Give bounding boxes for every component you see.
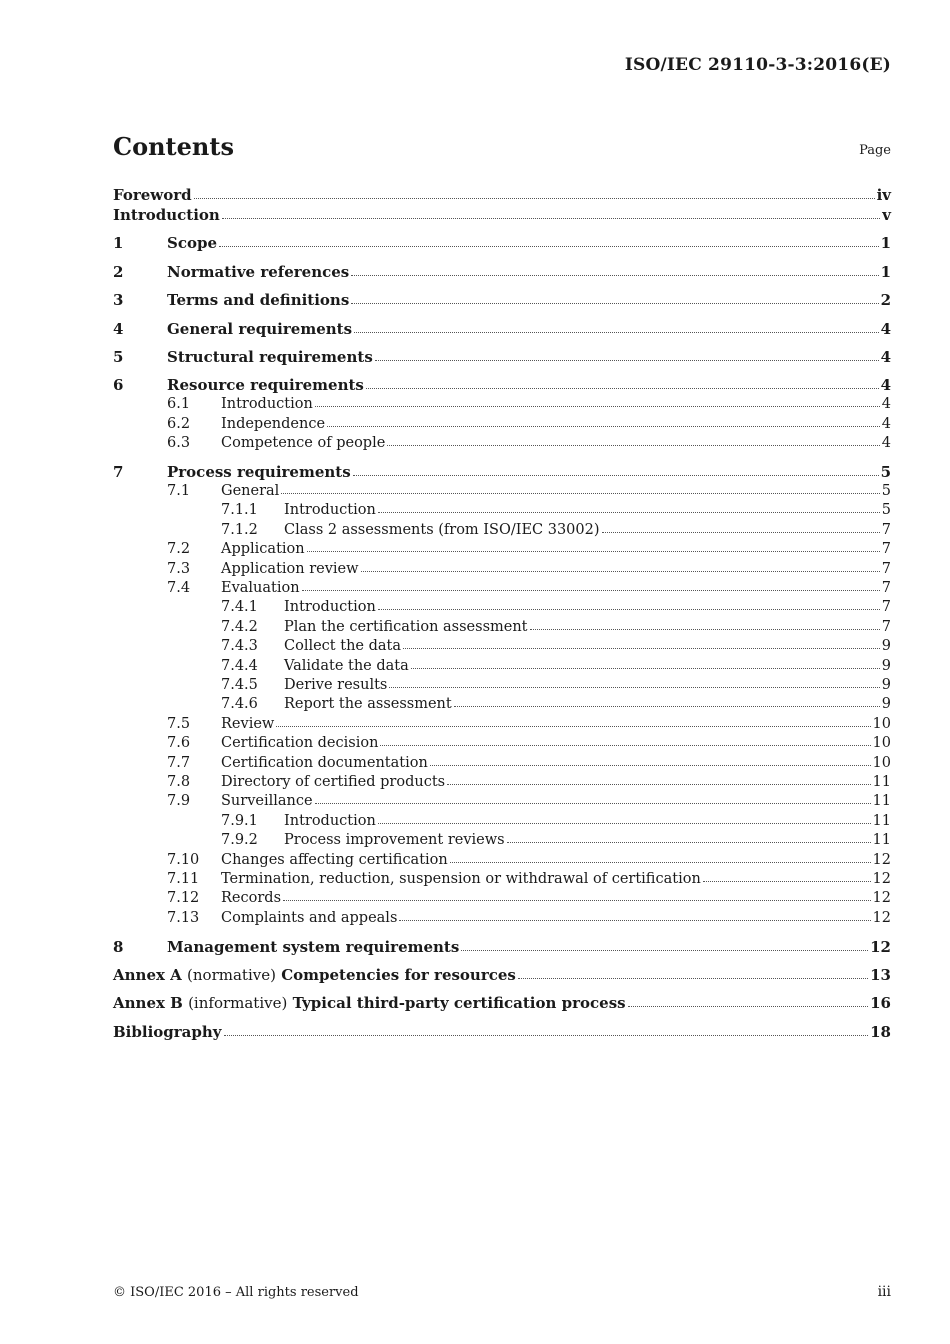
toc-entry[interactable]	[113, 415, 891, 434]
toc-entry-title: Termination, reduction, suspension or withdrawal of certification	[221, 871, 701, 888]
toc-entry-number: 7.12	[167, 890, 200, 907]
annex-label: Annex B	[113, 994, 183, 1013]
dot-leader	[403, 644, 880, 649]
annex-label: Annex A	[113, 966, 182, 985]
toc-entry-title	[113, 965, 516, 985]
dot-leader	[281, 489, 879, 494]
toc-entry-page: 9	[881, 657, 891, 674]
toc-entry-title: General	[221, 482, 280, 499]
toc-entry-number: 6.1	[167, 396, 191, 413]
toc-entry-title: Report the assessment	[284, 696, 452, 713]
toc-entry-title: Management system requirements	[167, 937, 460, 956]
toc-entry[interactable]	[113, 773, 891, 792]
toc-entry-number: 7.13	[167, 909, 200, 926]
toc-entry-title: General requirements	[167, 319, 353, 338]
annex-type: (normative)	[187, 966, 276, 985]
toc-entry-number: 7.9.1	[221, 812, 258, 829]
toc-entry[interactable]	[113, 290, 891, 310]
toc-entry-page: 12	[870, 937, 891, 956]
toc-entry-title: Derive results	[284, 677, 388, 694]
toc-entry-number: 7.1.2	[221, 521, 258, 538]
toc-entry-title: Collect the data	[284, 638, 401, 655]
toc-entry-title: Introduction	[284, 812, 376, 829]
toc-entry-page: 11	[872, 793, 891, 810]
toc-entry-page: v	[882, 206, 891, 224]
toc-entry-number: 5	[113, 347, 124, 366]
toc-entry-number: 7.4.3	[221, 638, 258, 655]
toc-entry-title: Bibliography	[113, 1022, 222, 1041]
toc-entry[interactable]	[113, 657, 891, 676]
toc-entry-title: Application	[221, 541, 305, 558]
toc-entry-page: 13	[870, 966, 891, 985]
toc-entry[interactable]	[113, 598, 891, 617]
toc-entry-page: 4	[880, 319, 891, 338]
toc-entry[interactable]	[113, 937, 891, 957]
toc-entry-title: Resource requirements	[167, 376, 364, 395]
dot-leader	[283, 896, 871, 901]
toc-entry[interactable]	[113, 262, 891, 282]
toc-entry-number: 7.5	[167, 715, 191, 732]
toc-entry-number: 7.8	[167, 774, 191, 791]
toc-entry-title: Records	[221, 890, 282, 907]
dot-leader	[307, 547, 880, 552]
toc-entry-page: 5	[880, 462, 891, 481]
document-id: ISO/IEC 29110-3-3:2016(E)	[624, 55, 891, 75]
toc-entry-page: 4	[881, 435, 891, 452]
toc-entry-title: Surveillance	[221, 793, 313, 810]
toc-entry-number: 4	[113, 319, 124, 338]
toc-entry-title: Introduction	[284, 502, 376, 519]
dot-leader	[222, 214, 880, 219]
toc-entry[interactable]	[113, 185, 891, 205]
dot-leader	[461, 946, 868, 951]
annex-type: (informative)	[188, 994, 288, 1013]
annex-title: Competencies for resources	[281, 966, 516, 985]
toc-entry-number: 6.2	[167, 415, 191, 432]
toc-entry-title: Certification decision	[221, 735, 379, 752]
table-of-contents	[113, 185, 891, 1042]
dot-leader	[194, 194, 875, 199]
toc-entry-title: Introduction	[113, 206, 220, 224]
dot-leader	[353, 471, 879, 476]
dot-leader	[378, 508, 880, 513]
toc-entry-page: 4	[881, 415, 891, 432]
toc-entry-title: Foreword	[113, 186, 192, 204]
dot-leader	[628, 1002, 869, 1007]
toc-entry[interactable]	[113, 560, 891, 579]
toc-entry-number: 7.9.2	[221, 832, 258, 849]
toc-entry-title: Process requirements	[167, 462, 351, 481]
toc-entry[interactable]	[113, 501, 891, 520]
dot-leader	[375, 356, 879, 361]
toc-entry-page: 4	[880, 376, 891, 395]
toc-entry[interactable]	[113, 521, 891, 540]
toc-entry-page: 4	[881, 396, 891, 413]
toc-entry-number: 3	[113, 291, 124, 310]
toc-entry-page: 12	[872, 890, 891, 907]
dot-leader	[302, 586, 880, 591]
toc-entry-page: 11	[872, 774, 891, 791]
toc-entry[interactable]	[113, 205, 891, 225]
toc-entry-page: 10	[872, 715, 891, 732]
toc-entry-title	[113, 993, 626, 1013]
toc-entry-number: 7.1	[167, 482, 191, 499]
annex-title: Typical third-party certification process	[292, 994, 626, 1013]
toc-entry[interactable]	[113, 637, 891, 656]
dot-leader	[530, 625, 880, 630]
toc-entry-number: 7.4.2	[221, 618, 258, 635]
toc-entry-number: 7.10	[167, 851, 200, 868]
toc-entry-page: 7	[881, 618, 891, 635]
dot-leader	[380, 741, 870, 746]
dot-leader	[703, 877, 871, 882]
toc-entry-page: 1	[880, 262, 891, 281]
toc-entry-page: 1	[880, 234, 891, 253]
copyright-notice: © ISO/IEC 2016 – All rights reserved	[113, 1285, 359, 1300]
page-column-label: Page	[859, 143, 891, 158]
toc-entry-title: Process improvement reviews	[284, 832, 505, 849]
toc-entry[interactable]	[113, 347, 891, 367]
toc-entry-number: 7.2	[167, 541, 191, 558]
toc-entry-number: 7.7	[167, 754, 191, 771]
toc-entry-title: Structural requirements	[167, 347, 373, 366]
toc-entry-title: Scope	[167, 234, 218, 253]
toc-entry[interactable]	[113, 395, 891, 414]
toc-entry[interactable]	[113, 1022, 891, 1042]
toc-entry-number: 7.11	[167, 871, 200, 888]
toc-entry-number: 7.1.1	[221, 502, 258, 519]
toc-entry-number: 1	[113, 234, 124, 253]
dot-leader	[387, 441, 879, 446]
toc-entry[interactable]	[113, 965, 891, 985]
toc-entry[interactable]	[113, 812, 891, 831]
toc-entry-title: Changes affecting certification	[221, 851, 448, 868]
toc-entry-number: 7.4.6	[221, 696, 258, 713]
dot-leader	[399, 916, 870, 921]
toc-entry-title: Application review	[221, 560, 359, 577]
dot-leader	[276, 722, 870, 727]
toc-entry[interactable]	[113, 434, 891, 453]
toc-entry-title: Complaints and appeals	[221, 909, 398, 926]
toc-entry-number: 2	[113, 262, 124, 281]
toc-entry-page: 11	[872, 832, 891, 849]
dot-leader	[454, 702, 880, 707]
toc-entry-page: 9	[881, 677, 891, 694]
toc-entry-number: 7.6	[167, 735, 191, 752]
toc-entry-page: 11	[872, 812, 891, 829]
toc-entry-page: 16	[870, 994, 891, 1013]
toc-entry[interactable]	[113, 695, 891, 714]
dot-leader	[411, 664, 880, 669]
toc-entry-number: 7.9	[167, 793, 191, 810]
toc-entry-page: 7	[881, 521, 891, 538]
toc-entry-number: 6	[113, 376, 124, 395]
dot-leader	[327, 422, 880, 427]
dot-leader	[315, 799, 871, 804]
toc-entry[interactable]	[113, 375, 891, 395]
toc-entry-title: Competence of people	[221, 435, 386, 452]
dot-leader	[366, 384, 879, 389]
dot-leader	[507, 838, 871, 843]
dot-leader	[219, 242, 879, 247]
page-title: Contents	[113, 132, 234, 161]
toc-entry-page: iv	[876, 186, 891, 204]
dot-leader	[602, 528, 880, 533]
toc-entry-page: 4	[880, 347, 891, 366]
toc-entry-page: 12	[872, 851, 891, 868]
toc-entry-title: Independence	[221, 415, 326, 432]
toc-entry-page: 5	[881, 482, 891, 499]
toc-entry-page: 18	[870, 1022, 891, 1041]
toc-entry[interactable]	[113, 889, 891, 908]
toc-entry-number: 7.4.5	[221, 677, 258, 694]
toc-entry[interactable]	[113, 870, 891, 889]
toc-entry-title: Introduction	[221, 396, 313, 413]
toc-entry-page: 7	[881, 599, 891, 616]
dot-leader	[378, 819, 871, 824]
dot-leader	[430, 761, 871, 766]
dot-leader	[351, 299, 878, 304]
toc-entry[interactable]	[113, 462, 891, 482]
dot-leader	[378, 605, 880, 610]
toc-entry[interactable]	[113, 540, 891, 559]
page-number: iii	[877, 1284, 891, 1300]
toc-entry-title: Normative references	[167, 262, 350, 281]
toc-entry-page: 12	[872, 871, 891, 888]
toc-entry-page: 9	[881, 696, 891, 713]
toc-entry[interactable]	[113, 676, 891, 695]
toc-entry[interactable]	[113, 233, 891, 253]
dot-leader	[447, 780, 870, 785]
dot-leader	[315, 402, 880, 407]
dot-leader	[450, 858, 871, 863]
toc-entry-number: 6.3	[167, 435, 191, 452]
toc-entry[interactable]	[113, 482, 891, 501]
toc-entry[interactable]	[113, 715, 891, 734]
toc-entry-title: Certification documentation	[221, 754, 428, 771]
toc-entry-title: Plan the certification assessment	[284, 618, 528, 635]
toc-entry[interactable]	[113, 909, 891, 928]
toc-entry-title: Terms and definitions	[167, 291, 350, 310]
dot-leader	[354, 328, 879, 333]
toc-entry-title: Class 2 assessments (from ISO/IEC 33002)	[284, 521, 600, 538]
dot-leader	[224, 1031, 869, 1036]
dot-leader	[361, 567, 880, 572]
dot-leader	[389, 683, 879, 688]
dot-leader	[351, 271, 878, 276]
toc-entry-number: 7.4.4	[221, 657, 258, 674]
toc-entry[interactable]	[113, 792, 891, 811]
toc-entry-page: 12	[872, 909, 891, 926]
dot-leader	[518, 974, 868, 979]
toc-entry[interactable]	[113, 851, 891, 870]
toc-entry[interactable]	[113, 993, 891, 1013]
toc-entry[interactable]	[113, 618, 891, 637]
toc-entry-page: 10	[872, 735, 891, 752]
toc-entry-page: 9	[881, 638, 891, 655]
toc-entry[interactable]	[113, 734, 891, 753]
toc-entry-page: 7	[881, 579, 891, 596]
toc-entry-number: 7.4.1	[221, 599, 258, 616]
toc-entry-title: Directory of certified products	[221, 774, 446, 791]
toc-entry[interactable]	[113, 579, 891, 598]
toc-entry[interactable]	[113, 754, 891, 773]
toc-entry-number: 8	[113, 937, 124, 956]
toc-entry-number: 7.4	[167, 579, 191, 596]
toc-entry-title: Validate the data	[284, 657, 409, 674]
toc-entry-page: 7	[881, 541, 891, 558]
toc-entry-page: 7	[881, 560, 891, 577]
toc-entry[interactable]	[113, 319, 891, 339]
toc-entry-number: 7	[113, 462, 124, 481]
toc-entry-page: 10	[872, 754, 891, 771]
toc-entry-title: Evaluation	[221, 579, 300, 596]
toc-entry-page: 2	[880, 291, 891, 310]
toc-entry-title: Review	[221, 715, 275, 732]
toc-entry-title: Introduction	[284, 599, 376, 616]
toc-entry[interactable]	[113, 831, 891, 850]
toc-entry-number: 7.3	[167, 560, 191, 577]
toc-entry-page: 5	[881, 502, 891, 519]
